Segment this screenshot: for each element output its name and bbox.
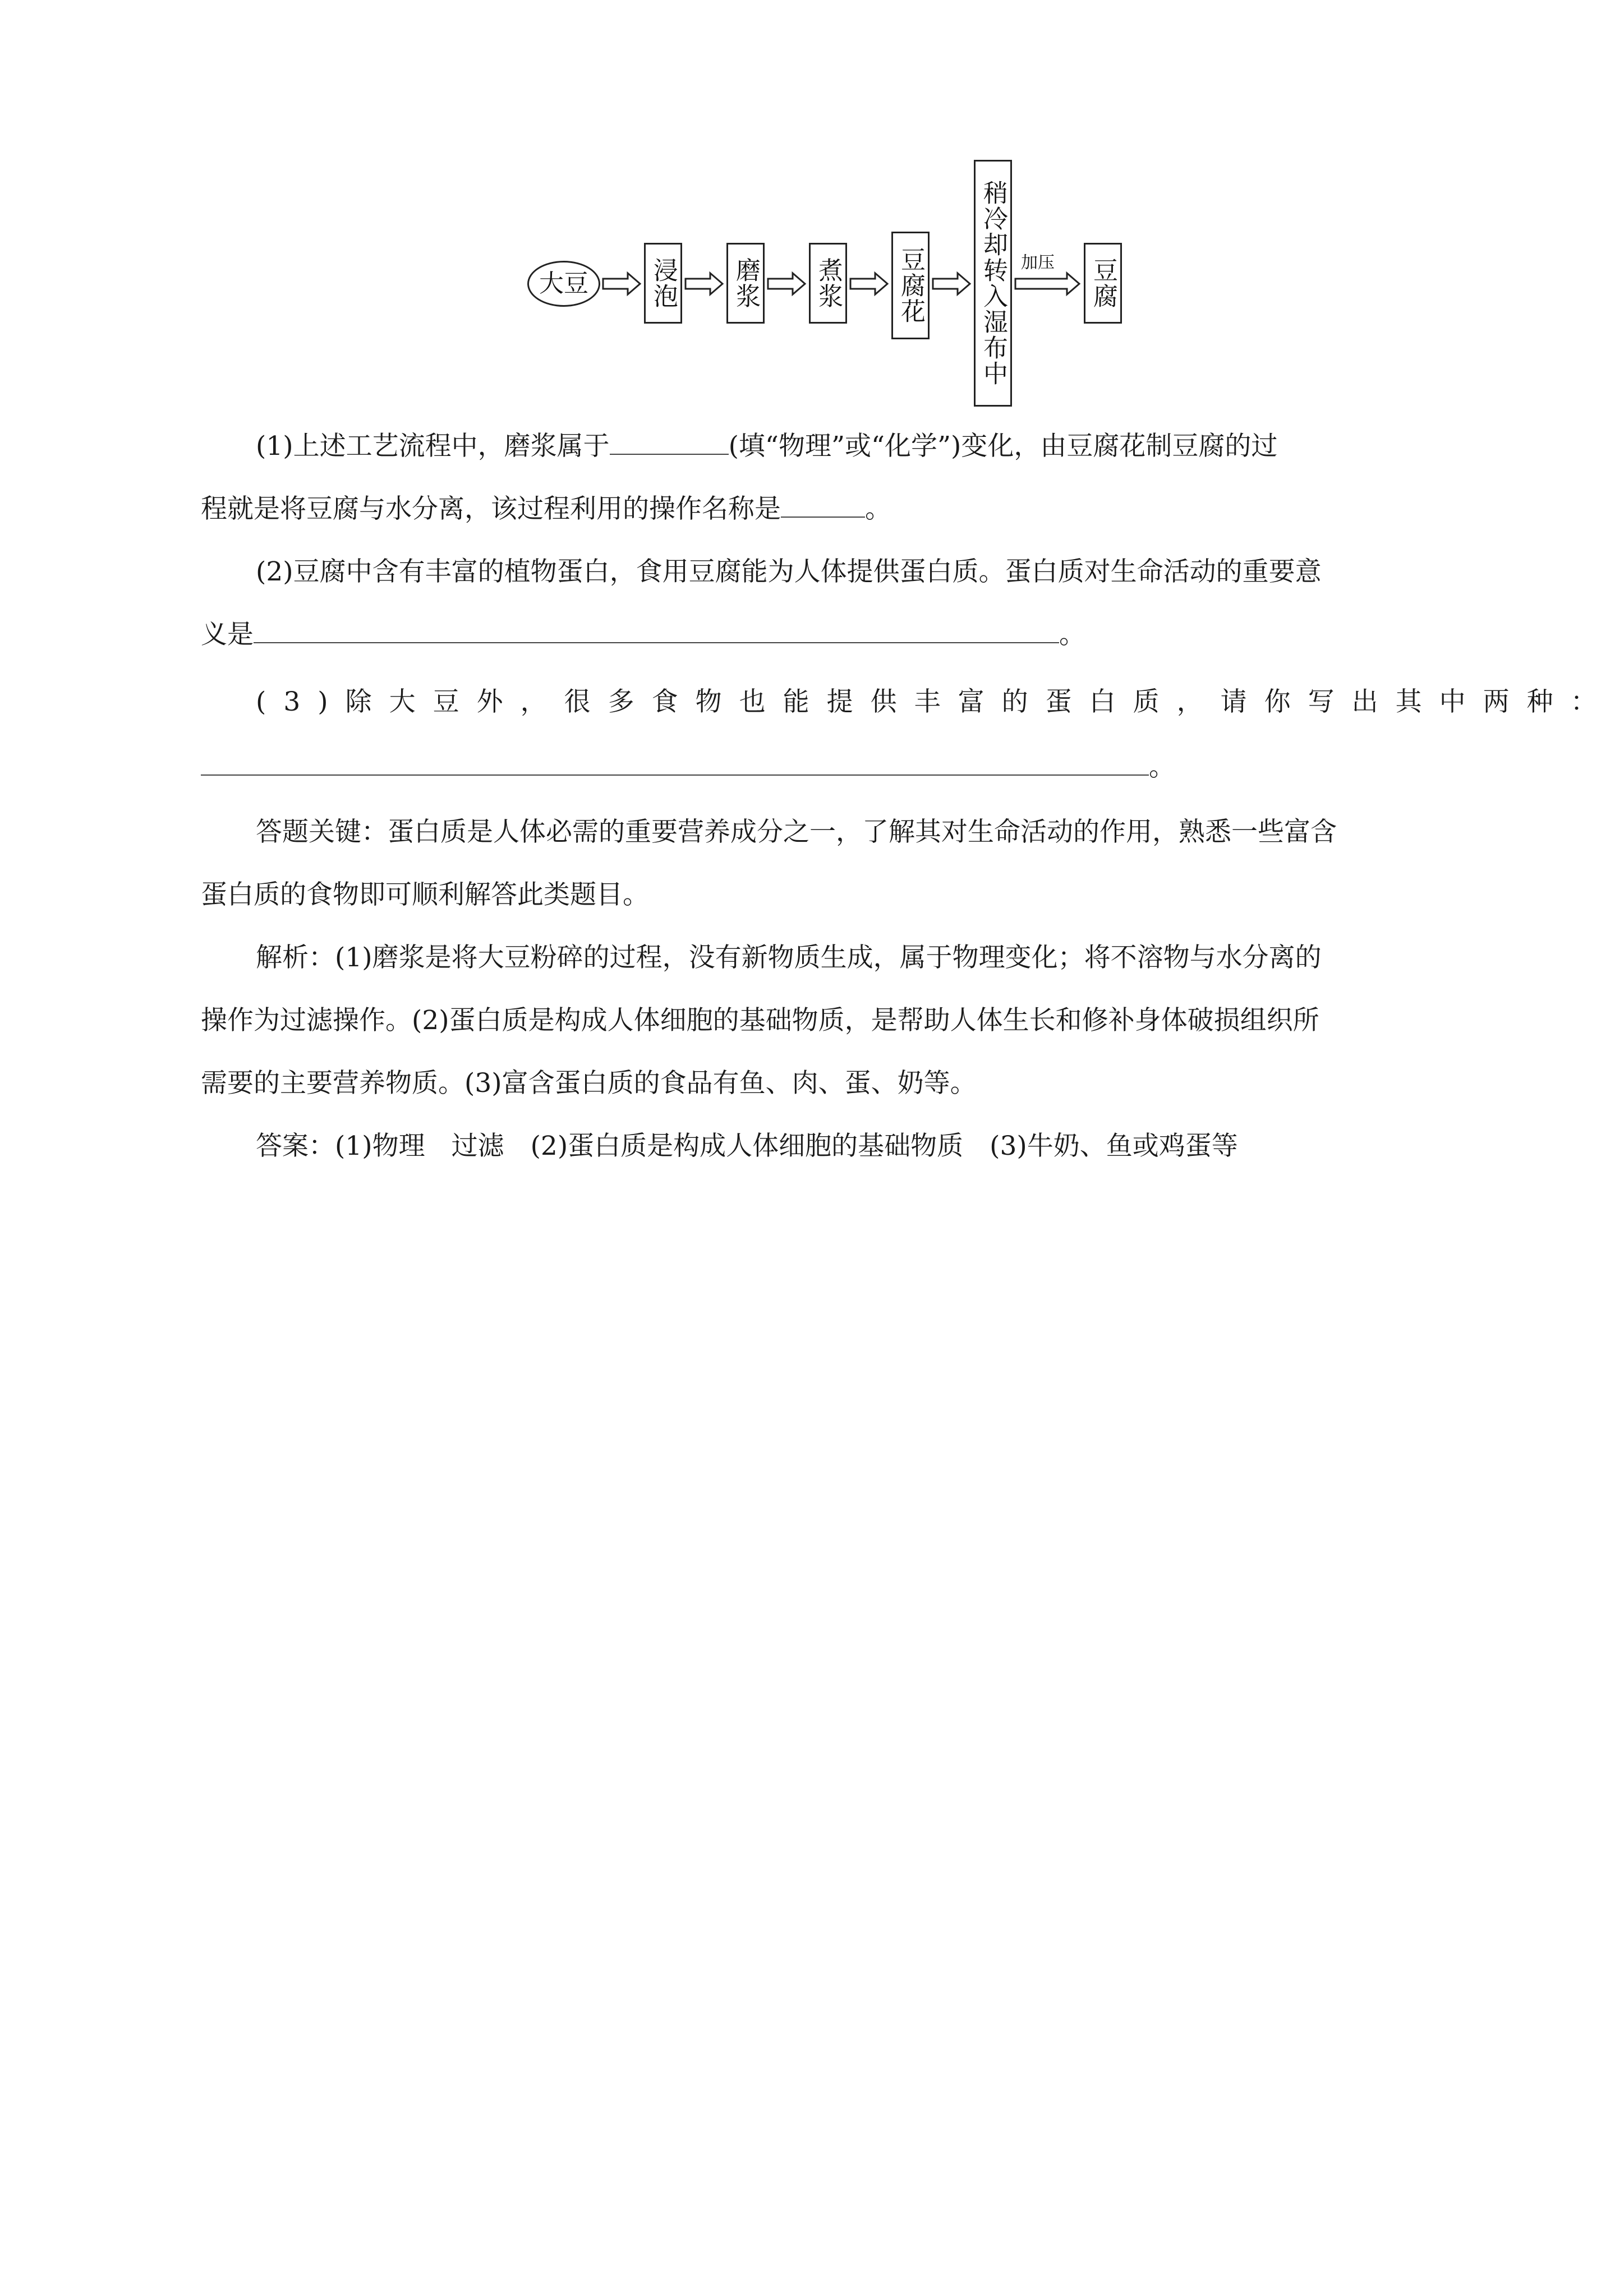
flow-node-cool-wrap: 稍冷却转入湿布中	[974, 160, 1012, 407]
question-1-text-a: (1)上述工艺流程中，磨浆属于	[256, 431, 610, 462]
flow-arrow-label-press: 加压	[1021, 253, 1055, 273]
key-text-1: 答题关键：蛋白质是人体必需的重要营养成分之一，了解其对生命活动的作用，熟悉一些富含	[256, 817, 1337, 847]
analysis-line-2	[201, 989, 1441, 1052]
analysis-text-2: 操作为过滤操作。(2)蛋白质是构成人体细胞的基础物质，是帮助人体生长和修补身体破损组织所	[201, 1005, 1319, 1036]
question-3-line-1	[201, 671, 1614, 734]
key-line-2	[201, 864, 1441, 926]
question-2-text-c: 。	[1059, 619, 1085, 650]
flow-node-grind: 磨浆	[726, 243, 765, 324]
analysis-text-1: 解析：(1)磨浆是将大豆粉碎的过程，没有新物质生成，属于物理变化；将不溶物与水分离的	[256, 942, 1322, 973]
answer-line	[201, 1115, 1441, 1178]
question-1-line-1	[201, 415, 1441, 478]
flow-arrow-3	[767, 270, 807, 298]
question-3-text-b: 。	[1149, 751, 1175, 782]
tofu-process-flowchart	[516, 160, 1189, 407]
answer-text: 答案：(1)物理 过滤 (2)蛋白质是构成人体细胞的基础物质 (3)牛奶、鱼或鸡蛋等	[256, 1131, 1238, 1161]
analysis-line-3	[201, 1052, 1441, 1115]
question-1-line-2	[201, 478, 1441, 541]
question-3-text-a: (3)除大豆外，很多食物也能提供丰富的蛋白质，请你写出其中两种：	[256, 686, 1614, 717]
flow-arrow-6	[1014, 270, 1082, 298]
question-2-blank[interactable]	[254, 620, 1059, 643]
question-2-line-1	[201, 541, 1441, 603]
flow-node-start: 大豆	[527, 261, 600, 307]
question-1-text-b: (填“物理”或“化学”)变化，由豆腐花制豆腐的过	[728, 431, 1278, 462]
question-2-text-a: (2)豆腐中含有丰富的植物蛋白，食用豆腐能为人体提供蛋白质。蛋白质对生命活动的重要意	[256, 556, 1322, 587]
flow-node-boil: 煮浆	[809, 243, 847, 324]
analysis-line-1	[201, 926, 1441, 989]
flow-arrow-1	[602, 270, 642, 298]
key-line-1	[201, 801, 1441, 864]
flow-arrow-5	[932, 270, 972, 298]
question-1-blank-2[interactable]	[781, 494, 865, 518]
question-3-blank[interactable]	[201, 752, 1149, 776]
question-2-line-2	[201, 603, 1441, 666]
flow-arrow-2	[684, 270, 725, 298]
question-3-line-2	[201, 736, 1441, 799]
flow-node-tofu: 豆腐	[1084, 243, 1122, 324]
flow-node-tofu-flower: 豆腐花	[891, 232, 930, 339]
flow-node-soak: 浸泡	[644, 243, 682, 324]
question-1-text-c: 程就是将豆腐与水分离，该过程利用的操作名称是	[201, 494, 781, 524]
question-1-blank-1[interactable]	[610, 431, 729, 455]
question-2-text-b: 义是	[201, 619, 254, 650]
flow-arrow-4	[849, 270, 890, 298]
key-text-2: 蛋白质的食物即可顺利解答此类题目。	[201, 879, 649, 910]
question-1-text-d: 。	[865, 494, 891, 524]
analysis-text-3: 需要的主要营养物质。(3)富含蛋白质的食品有鱼、肉、蛋、奶等。	[201, 1068, 977, 1099]
